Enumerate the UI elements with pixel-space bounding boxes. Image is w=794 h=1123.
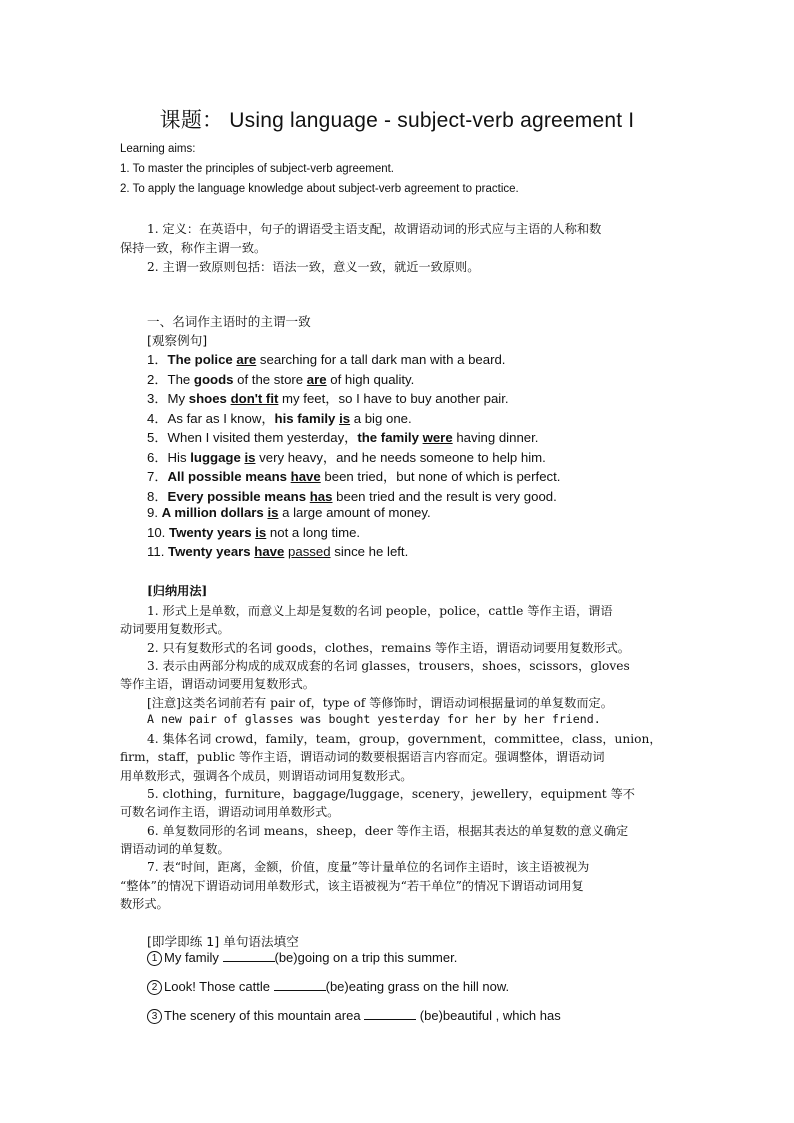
rule-line: 5. clothing，furniture，baggage/luggage，scenery，jewellery，equipment 等不: [147, 787, 635, 801]
example-subject: his family: [274, 410, 336, 426]
example-sentence: [147, 408, 412, 427]
example-text: my feet，so I have to buy another pair.: [278, 391, 509, 406]
example-verb: is: [267, 505, 279, 520]
example-number: 9.: [147, 505, 162, 520]
answer-blank[interactable]: [274, 978, 326, 991]
section-heading: 一、名词作主语时的主谓一致: [147, 314, 311, 329]
practice-heading: [即学即练 1] 单句语法填空: [147, 934, 299, 949]
rule-line: 3. 表示由两部分构成的成双成套的名词 glasses，trousers，shoes，scissors，gloves: [147, 658, 630, 673]
example-text: searching for a tall dark man with a beard.: [256, 352, 506, 367]
practice-text: Look! Those cattle: [164, 979, 274, 994]
example-sentence: [147, 349, 505, 368]
item-number-circle: 2: [147, 980, 162, 995]
definition-line-1: 1. 定义：在英语中，句子的谓语受主语支配，故谓语动词的形式应与主语的人称和数: [147, 222, 602, 236]
example-verb: were: [422, 430, 453, 445]
example-verb: have: [290, 469, 321, 484]
example-verb: don't fit: [230, 391, 279, 406]
definition-line-2: 保持一致，称作主谓一致。: [120, 241, 267, 255]
practice-text: (be)beautiful , which has: [416, 1008, 561, 1023]
example-text: very heavy，and he needs someone to help him.: [255, 449, 546, 465]
example-sentence: [147, 427, 538, 446]
example-sentence: [147, 369, 414, 388]
example-number: 8．: [147, 488, 168, 504]
example-number: 3．: [147, 391, 168, 406]
example-number: 6．: [147, 449, 168, 465]
example-number: 2．: [147, 371, 168, 387]
example-subject: goods: [193, 371, 234, 387]
example-subject: All possible means: [167, 469, 287, 484]
example-verb: are: [236, 352, 257, 367]
example-subject: Every possible means: [167, 488, 307, 504]
example-text: been tried，but none of which is perfect.: [320, 469, 561, 484]
example-subject: A million dollars: [161, 505, 264, 520]
practice-item: [147, 1007, 561, 1024]
example-subject: luggage: [190, 449, 241, 465]
principle-line: 2. 主谓一致原则包括：语法一致，意义一致，就近一致原则。: [147, 260, 480, 274]
aim-item-1: 1. To master the principles of subject-verb agreement.: [120, 163, 395, 175]
example-sentence: [147, 544, 408, 559]
example-text: His: [167, 449, 191, 465]
practice-item: [147, 949, 457, 966]
example-number: 4．: [147, 410, 168, 426]
example-verb: has: [309, 488, 333, 504]
rules-heading: [归纳用法]: [147, 584, 208, 598]
rule-line: 数形式。: [120, 896, 169, 911]
example-text: As far as I know，: [167, 410, 275, 426]
example-sentence: [147, 466, 560, 485]
observe-heading: [观察例句]: [147, 333, 208, 348]
example-text-underlined: passed: [288, 544, 331, 559]
practice-item: [147, 978, 509, 995]
example-number: 11.: [147, 544, 169, 559]
rule-line: “整体”的情况下谓语动词用单数形式，该主语被视为“若干单位”的情况下谓语动词用复: [120, 878, 584, 893]
example-verb: is: [339, 410, 351, 426]
example-sentence: [147, 486, 557, 505]
rule-line: 2. 只有复数形式的名词 goods，clothes，remains 等作主语，谓语动词要用复数形式。: [147, 640, 630, 655]
rule-line: 谓语动词的单复数。: [120, 841, 230, 856]
practice-text: The scenery of this mountain area: [164, 1008, 365, 1023]
example-subject: shoes: [188, 391, 227, 406]
rule-line: 7. 表“时间，距离，金额，价值，度量”等计量单位的名词作主语时，该主语被视为: [147, 860, 590, 875]
practice-text: My family: [164, 950, 223, 965]
example-sentence: [147, 525, 360, 540]
rule-example-sentence: A new pair of glasses was bought yesterday for her by her friend.: [147, 711, 601, 726]
example-text: a big one.: [350, 410, 412, 426]
example-text: The: [167, 371, 194, 387]
example-verb: have: [254, 544, 285, 559]
rule-line: 6. 单复数同形的名词 means，sheep，deer 等作主语，根据其表达的单复数的意义确定: [147, 823, 629, 838]
example-text: having dinner.: [452, 430, 539, 445]
example-verb: is: [244, 449, 256, 465]
answer-blank[interactable]: [364, 1007, 416, 1020]
example-text: been tried and the result is very good.: [332, 488, 557, 504]
example-text: a large amount of money.: [278, 505, 431, 520]
example-number: 10.: [147, 524, 169, 540]
practice-text: (be)going on a trip this summer.: [274, 950, 458, 965]
rule-line: 动词要用复数形式。: [120, 622, 230, 637]
example-subject: The police: [167, 352, 233, 367]
rule-line: firm，staff，public 等作主语，谓语动词的数要根据语言内容而定。强调整体，谓语动词: [120, 750, 605, 765]
item-number-circle: 3: [147, 1009, 162, 1024]
example-subject: the family: [357, 430, 419, 445]
rule-line: 4. 集体名词 crowd，family，team，group，government，committee，class，union，: [147, 732, 662, 747]
example-text: of high quality.: [326, 371, 415, 387]
example-text: When I visited them yesterday，: [167, 430, 358, 445]
aims-heading: Learning aims:: [120, 143, 196, 155]
example-number: 5．: [147, 430, 168, 445]
rule-line: 1. 形式上是单数，而意义上却是复数的名词 people，police，cattle 等作主语，谓语: [147, 604, 613, 618]
example-sentence: [147, 447, 546, 466]
example-text: since he left.: [330, 544, 409, 559]
example-text: My: [167, 391, 189, 406]
page-title: 课题： Using language - subject-verb agreement I: [159, 109, 635, 132]
example-sentence: [147, 505, 431, 520]
practice-text: (be)eating grass on the hill now.: [325, 979, 510, 994]
rule-line: 用单数形式，强调各个成员，则谓语动词用复数形式。: [120, 768, 413, 783]
example-number: 1．: [147, 352, 168, 367]
aim-item-2: 2. To apply the language knowledge about subject-verb agreement to practice.: [120, 183, 519, 195]
example-verb: are: [306, 371, 327, 387]
example-verb: is: [255, 524, 267, 540]
example-subject: Twenty years: [169, 524, 252, 540]
item-number-circle: 1: [147, 951, 162, 966]
example-sentence: [147, 388, 509, 407]
answer-blank[interactable]: [223, 949, 275, 962]
rule-line: [注意]这类名词前若有 pair of，type of 等修饰时，谓语动词根据量词的单复数而定。: [147, 695, 613, 710]
example-text: of the store: [233, 371, 307, 387]
example-number: 7．: [147, 469, 168, 484]
rule-line: 等作主语，谓语动词要用复数形式。: [120, 677, 315, 692]
example-subject: Twenty years: [168, 544, 251, 559]
rule-line: 可数名词作主语，谓语动词用单数形式。: [120, 805, 340, 820]
example-text: not a long time.: [266, 524, 361, 540]
